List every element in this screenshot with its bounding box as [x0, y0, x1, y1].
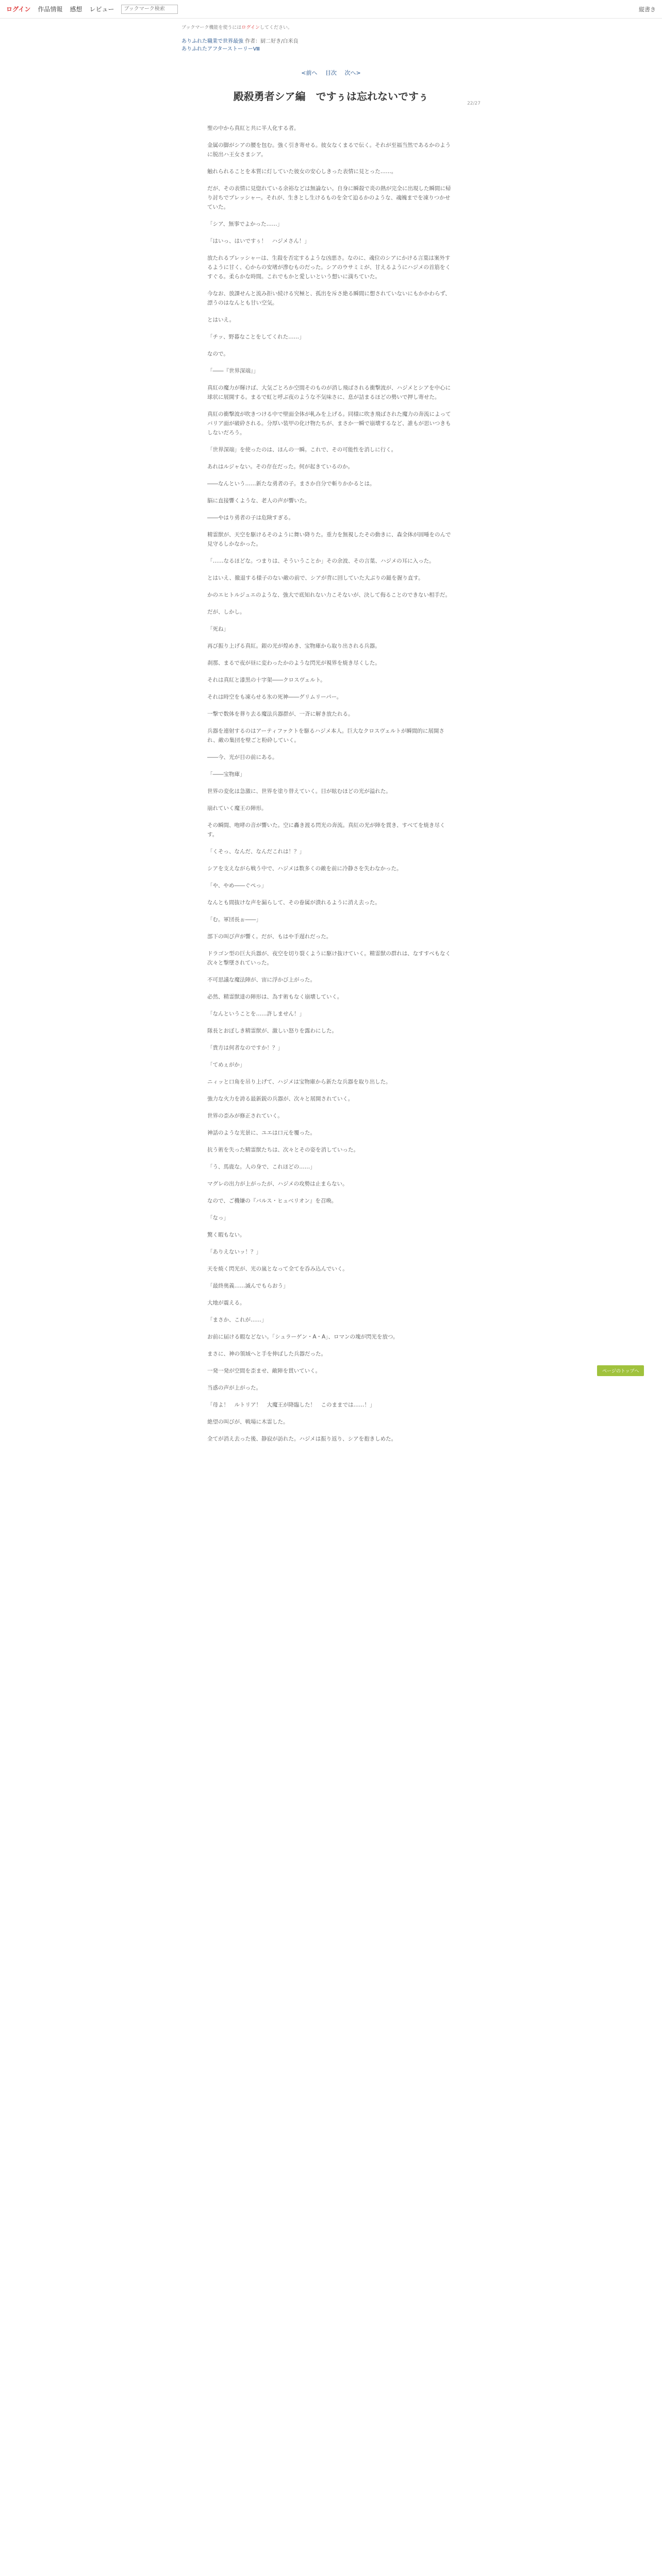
- paragraph: 「貴方は何者なのですか！？」: [207, 1045, 283, 1051]
- paragraph: 「母よ！ ルトリア！ 大魔王が降臨した！ このままでは……！」: [207, 1402, 375, 1408]
- paragraph: あれはルジャない。その存在だった。何が起きているのか。: [207, 464, 354, 470]
- paragraph: 「まさか、これが……」: [207, 1317, 267, 1323]
- paragraph: その瞬間、咆哮の音が響いた。空に轟き渡る閃光の奔流。真紅の光が陣を貫き、すべてを焼き尽くす。: [207, 822, 445, 838]
- page-top-button[interactable]: ページのトップへ: [597, 1365, 644, 1376]
- paragraph: 聖の中から真紅と共に半人化する者。: [207, 125, 300, 131]
- pager: [181, 69, 481, 77]
- paragraph: 抗う術を失った精霊獣たちは、次々とその姿を消していった。: [207, 1147, 359, 1153]
- chapter-subtitle[interactable]: ありふれたアフターストーリーⅧ: [181, 46, 260, 52]
- paragraph: 世界の変化は急激に、世界を塗り替えていく。目が眩むほどの光が溢れた。: [207, 788, 391, 794]
- paragraph: 再び振り上げる真紅。銀の光が煌めき、宝物庫から取り出される兵器。: [207, 643, 380, 649]
- next-link[interactable]: 次へ>: [344, 70, 361, 76]
- paragraph: まさに、神の領域へと手を伸ばした兵器だった。: [207, 1351, 326, 1357]
- paragraph: 不可思議な魔法陣が、宙に浮かび上がった。: [207, 977, 316, 983]
- paragraph: マグレの出力が上がったが、ハジメの攻勢は止まらない。: [207, 1181, 348, 1187]
- paragraph: だが、その表情に見惚れている余裕などは無論ない。自身に瞬殺で炎の熱が完全に出現した瞬間に帰り討ちでプレッシャー。それが、生きとし生けるものを全て迫るかのような、魂魄までを凍りつかせていた。: [207, 185, 451, 210]
- login-link[interactable]: ログイン: [6, 6, 31, 13]
- nav-link-info[interactable]: 作品情報: [38, 6, 63, 13]
- paragraph: 「ありえないッ！？」: [207, 1249, 261, 1255]
- content-wrapper: [181, 24, 481, 1444]
- paragraph: 隊長とおぼしき精霊獣が、激しい怒りを露わにした。: [207, 1028, 337, 1034]
- prev-link[interactable]: <前へ: [301, 70, 318, 76]
- paragraph: 「てめぇがか」: [207, 1062, 245, 1068]
- paragraph: 金属の脚がシアの腰を包む。強く引き寄せる。彼女なくまるで伝く。それが至福当然であるかのように脱出ハ王女さまシア。: [207, 142, 451, 158]
- bookmark-search-input[interactable]: [121, 5, 178, 14]
- paragraph: ――やはり勇者の子は危険すぎる。: [207, 515, 294, 521]
- notice-text: ブックマーク機能を使うには: [181, 25, 242, 30]
- paragraph: 強力な火力を誇る最新鋭の兵器が、次々と展開されていく。: [207, 1096, 354, 1102]
- paragraph: 「む。軍団長ぉ――」: [207, 917, 261, 923]
- paragraph: ――なんという……新たな勇者の子。まさか自分で斬りかかるとは。: [207, 481, 375, 487]
- paragraph: 「なんということを……許しません！」: [207, 1011, 305, 1017]
- login-notice: [181, 24, 481, 30]
- nav-link-review[interactable]: レビュー: [89, 6, 114, 13]
- paragraph: 「なっ」: [207, 1215, 229, 1221]
- paragraph: ――今、光が目の前にある。: [207, 754, 278, 760]
- paragraph: 刹那、まるで夜が昼に変わったかのような閃光が視界を焼き尽くした。: [207, 660, 380, 666]
- series-title-link[interactable]: ありふれた職業で世界最強: [181, 39, 243, 44]
- paragraph: 「チッ、野暮なことをしてくれた……」: [207, 334, 305, 340]
- notice-login-link[interactable]: ログイン: [241, 25, 260, 30]
- paragraph: 触れられることを本質に灯していた彼女の安心しきった表情に見とった……。: [207, 168, 397, 175]
- paragraph: それは時空をも凍らせる氷の死神――グリムリーパー。: [207, 694, 342, 700]
- paragraph: かのエヒトルジュエのような、強大で底知れない力こそないが、決して侮ることのできない相手だ。: [207, 592, 451, 598]
- paragraph: なので。: [207, 351, 229, 357]
- paragraph: 一撃で数体を葬り去る魔法兵器群が、一斉に解き放たれる。: [207, 711, 354, 717]
- paragraph: 「死ね」: [207, 626, 229, 632]
- paragraph: とはいえ。: [207, 317, 235, 323]
- page-number: 22/27: [467, 101, 481, 106]
- notice-text-after: してください。: [259, 25, 292, 30]
- paragraph: 放たれるプレッシャーは、生殺を否定するような凶悪さ。なのに、魂位のシアにかける言葉は案外するように甘く、心からの安堵が滲むものだった。シアのウサミミが、甘えるようにハジメの首筋をくすぐる。柔らかな時間。これでもかと愛しいという想いに満ちていた。: [207, 255, 451, 280]
- paragraph: 絶望の叫びが、戦場に木霊した。: [207, 1419, 289, 1425]
- paragraph: 「最終奥義……滅んでもらおう」: [207, 1283, 289, 1289]
- paragraph: 真紅の衝撃波が吹きつける中で壁面全体が軋みを上げる。同様に吹き飛ばされた魔力の奔流によってバリア面が破砕される。分厚い装甲の化け物たちが、まさか一瞬で崩壊するなど、誰もが思いつきもしないだろう。: [207, 411, 451, 436]
- paragraph: 「くそっ、なんだ、なんだこれは！？」: [207, 849, 305, 855]
- paragraph: お前に届ける暇などない。「シュラーゲン・A・A」、ロマンの塊が閃光を放つ。: [207, 1334, 399, 1340]
- paragraph: 当惑の声が上がった。: [207, 1385, 261, 1391]
- paragraph: 世界の歪みが修正されていく。: [207, 1113, 283, 1119]
- novel-body: [207, 124, 455, 1444]
- paragraph: とはいえ、撤退する様子のない敵の前で、シアが背に回していた大ぶりの鎚を握り直す。: [207, 575, 424, 581]
- paragraph: 兵器を連射するのはアーティファクトを駆るハジメ本人。巨大なクロスヴェルトが瞬間的に展開され、敵の集団を壁ごと粉砕していく。: [207, 728, 444, 743]
- top-bar: [0, 0, 662, 19]
- paragraph: 「世界深端」を使ったのは、ほんの一瞬。これで、その可能性を消しに行く。: [207, 447, 397, 453]
- paragraph: 「う、馬鹿な。人の身で、これほどの……」: [207, 1164, 316, 1170]
- paragraph: 「はいっ、はいですぅ！ ハジメさん！」: [207, 238, 310, 244]
- paragraph: 脳に直接響くような、老人の声が響いた。: [207, 498, 310, 504]
- paragraph: 「――宝物庫」: [207, 771, 245, 777]
- paragraph: 天を焼く閃光が、光の嵐となって全てを呑み込んでいく。: [207, 1266, 348, 1272]
- paragraph: 一発一発が空間を歪ませ、敵陣を貫いていく。: [207, 1368, 321, 1374]
- paragraph: 「や、やめ――ぐぺっ」: [207, 883, 267, 889]
- author: 作者：厨二好き/白米良: [245, 39, 299, 44]
- paragraph: 大地が震える。: [207, 1300, 245, 1306]
- paragraph: それは真紅と漆黒の十字架――クロスヴェルト。: [207, 677, 326, 683]
- paragraph: 崩れていく魔王の陣形。: [207, 805, 267, 811]
- paragraph: シアを支えながら戦う中で、ハジメは数多くの敵を前に冷静さを失わなかった。: [207, 866, 402, 872]
- paragraph: 「――『世界深端』」: [207, 368, 259, 374]
- paragraph: 全てが消え去った後、静寂が訪れた。ハジメは振り返り、シアを抱きしめた。: [207, 1436, 397, 1442]
- paragraph: 必然、精霊獣達の陣形は、為す術もなく崩壊していく。: [207, 994, 343, 1000]
- paragraph: 今なお、放課せんと流み拒い続ける究極と、孤出を斥さ絶る瞬間に想されていないにもかかわらず、漂うのはなんとも甘い空気。: [207, 291, 451, 306]
- paragraph: 「シア、無事でよかった……」: [207, 221, 283, 227]
- paragraph: だが、しかし。: [207, 609, 245, 615]
- nav-link-impressions[interactable]: 感想: [70, 6, 82, 13]
- paragraph: 精霊獣が、天空を駆けるそのように舞い降りた。重力を無視したその動きに、森全体が固唾をのんで見守るしかなかった。: [207, 532, 451, 547]
- paragraph: 真紅の魔力が輝けば、大気ごとろか空間そのものが消し飛ばされる衝撃波が、ハジメとシアを中心に球状に展開する。まるで虹と呼ぶ夜のような不気味さに、息が詰まるほどの勢いで押し寄せた。: [207, 385, 451, 400]
- chapter-title: 殿殺勇者シア編 ですぅは忘れないですぅ: [233, 90, 429, 103]
- toc-link[interactable]: 目次: [325, 70, 337, 76]
- paragraph: ニィッと口角を吊り上げて、ハジメは宝物庫から新たな兵器を取り出した。: [207, 1079, 391, 1085]
- paragraph: 神話のような光景に、ユエは口元を覆った。: [207, 1130, 316, 1136]
- paragraph: 驚く暇もない。: [207, 1232, 245, 1238]
- paragraph: なので、ご機嫌の『バルス・ヒュベリオン』を召喚。: [207, 1198, 337, 1204]
- paragraph: ドラゴン型の巨大兵器が、夜空を切り裂くように駆け抜けていく。精霊獣の群れは、なすすべもなく次々と撃墜されていった。: [207, 951, 451, 966]
- paragraph: 部下の叫び声が響く。だが、もはや手遅れだった。: [207, 934, 332, 940]
- paragraph: なんとも間抜けな声を漏らして、その眷属が潰れるように消え去った。: [207, 900, 380, 906]
- vertical-writing-button[interactable]: 縦書き: [639, 6, 656, 13]
- paragraph: 「……なるほどな。つまりは、そういうことか」その余波、その言葉、ハジメの耳に入った。: [207, 558, 435, 564]
- series-info: [181, 38, 481, 53]
